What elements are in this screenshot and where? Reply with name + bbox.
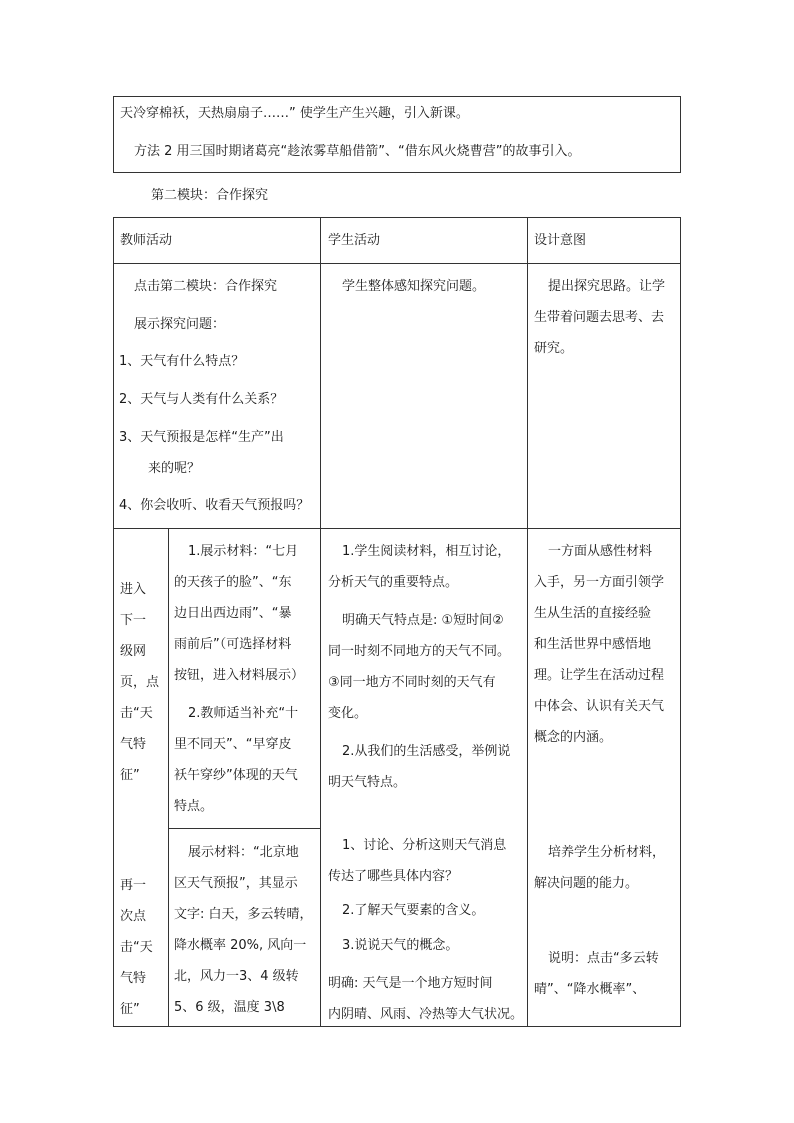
label-col-divider [168,528,169,1027]
row1-teacher-line: 1、天气有什么特点？ [119,354,245,369]
row1-intent-line: 研究。 [534,341,574,356]
row2-teacher-line: 2.教师适当补充“十 [188,706,299,721]
row2-intent-line: 入手，另一方面引领学 [534,575,665,590]
row2-label-line: 击“天 [120,706,153,721]
row1-teacher-line: 展示探究问题： [134,317,226,332]
row3-label-line: 征” [120,1002,140,1017]
row2-student-line: 同一时刻不同地方的天气不同。 [328,644,511,659]
row2-label-line: 进入 [120,582,147,597]
row2-student-line: ③同一地方不同时刻的天气有 [328,675,496,690]
row3-teacher-line: 区天气预报”，其显示 [174,876,298,891]
row2-intent-line: 理。让学生在活动过程 [534,668,665,683]
col-divider-2 [527,217,528,1027]
row2-student-line: 明天气特点。 [328,775,407,790]
row3-student-line: 1、讨论、分析这则天气消息 [342,838,507,853]
row2-intent-line: 概念的内涵。 [534,730,613,745]
row3-label-line: 击“天 [120,940,153,955]
row3-intent-line: 培养学生分析材料， [548,845,666,860]
row1-teacher-line: 2、天气与人类有什么关系？ [119,392,284,407]
row2-student-line: 1.学生阅读材料，相互讨论， [342,544,511,559]
row3-student-line: 内阴晴、风雨、冷热等大气状况。 [328,1007,524,1022]
row2-student-line: 变化。 [328,706,368,721]
row1-teacher-line: 来的呢？ [148,461,201,476]
row2-teacher-line: 边日出西边雨”、“暴 [174,606,292,621]
row3-teacher-line: 5、6 级，温度 3\8 [174,1000,285,1015]
intro-line-2: 方法 2 用三国时期诸葛亮“趁浓雾草船借箭”、“借东风火烧曹营”的故事引入。 [134,144,581,159]
row1-teacher-line: 点击第二模块：合作探究 [134,279,278,294]
row2-label-line: 气特 [120,737,147,752]
row3-label-line: 次点 [120,909,147,924]
row2-teacher-line: 里不同天”、“早穿皮 [174,737,292,752]
row1-intent-line: 生带着问题去思考、去 [534,310,665,325]
row3-teacher-line: 北，风力一3、4 级转 [174,969,299,984]
row2-teacher-line: 袄午穿纱”体现的天气 [174,768,298,783]
row2-intent-line: 和生活世界中感悟地 [534,637,652,652]
row3-student-line: 传达了哪些具体内容？ [328,869,459,884]
row2-intent-line: 一方面从感性材料 [548,544,653,559]
header-student: 学生活动 [328,233,381,248]
row2-student-line: 分析天气的重要特点。 [328,575,459,590]
row1-intent-line: 提出探究思路。让学 [548,279,666,294]
row2-teacher-line: 的天孩子的脸”、“东 [174,575,292,590]
table-header-divider [113,263,681,264]
row2-teacher-line: 雨前后”（可选择材料 [174,637,292,652]
row3-student-line: 2.了解天气要素的含义。 [342,903,485,918]
row3-label-line: 气特 [120,971,147,986]
header-teacher: 教师活动 [120,233,173,248]
row2-teacher-line: 特点。 [174,799,214,814]
row2-label-line: 页，点 [120,675,160,690]
row2-student-line: 明确天气特点是: ①短时间② [342,613,504,628]
row1-student-line: 学生整体感知探究问题。 [342,279,486,294]
row3-intent-line: 解决问题的能力。 [534,876,639,891]
row2-label-line: 级网 [120,644,147,659]
row3-label-line: 再一 [120,878,147,893]
row3-intent-line: 晴”、“降水概率”、 [534,982,646,997]
row2-label-line: 征” [120,768,140,783]
col-divider-1 [320,217,321,1027]
row2-teacher-line: 按钮，进入材料展示） [174,668,305,683]
row2-student-line: 2.从我们的生活感受，举例说 [342,744,511,759]
row3-teacher-line: 降水概率 20%, 风向一 [174,938,307,953]
row2-label-line: 下一 [120,613,147,628]
row2-intent-line: 中体会、认识有关天气 [534,699,665,714]
table-row1-divider [113,528,681,529]
row1-teacher-line: 3、天气预报是怎样“生产”出 [119,430,284,445]
row2-teacher-line: 1.展示材料：“七月 [188,544,299,559]
table-row2-divider [168,828,321,829]
row3-teacher-line: 文字: 白天，多云转晴， [174,907,313,922]
section-title: 第二模块：合作探究 [151,188,269,203]
row3-student-line: 3.说说天气的概念。 [342,938,459,953]
intro-box [113,96,681,173]
row2-intent-line: 生从生活的直接经验 [534,606,652,621]
row1-teacher-line: 4、你会收听、收看天气预报吗？ [119,498,310,513]
row3-teacher-line: 展示材料：“北京地 [188,845,299,860]
row3-student-line: 明确: 天气是一个地方短时间 [328,976,493,991]
header-intent: 设计意图 [534,233,587,248]
row3-intent-line: 说明：点击“多云转 [548,951,659,966]
intro-line-1: 天冷穿棉袄，天热扇扇子……” 使学生产生兴趣，引入新课。 [120,106,469,121]
